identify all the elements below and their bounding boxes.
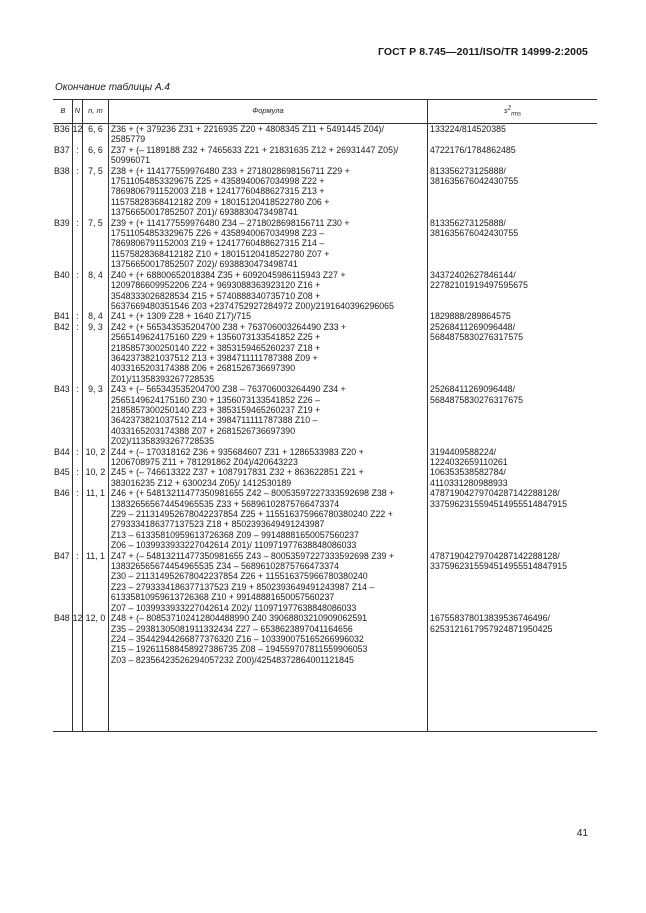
table-row: [53, 384, 597, 446]
cell-nm: 7, 5: [83, 166, 109, 218]
cell-n: :: [72, 551, 82, 613]
cell-nm: 8, 4: [83, 270, 109, 312]
cell-n: :: [72, 384, 82, 446]
cell-formula: Z45 + (– 746613322 Z37 + 1087917831 Z32 + 863622851 Z21 + 383016235 Z12 + 6300234 Z05)/ 1412530189: [108, 467, 427, 488]
cell-formula: Z43 + (– 565343535204700 Z38 – 763706003264490 Z34 + 2565149624175160 Z30 + 1356073133541852 Z26 – 2185857300250140 Z23 + 3853159465260237 Z19 + 3642373821037512 Z14 + 3984711111787388 Z10 – 4033165203174388 Z07 + 2681526736697390 Z02)/11358393267728535: [108, 384, 427, 446]
cell-formula: Z37 + (– 1189188 Z32 + 7465633 Z21 + 21831635 Z12 + 26931447 Z05)/ 50996071: [108, 145, 427, 166]
cell-nm: 9, 3: [83, 322, 109, 384]
cell-b: B43: [54, 384, 70, 395]
cell-formula: Z36 + (+ 379236 Z31 + 2216935 Z20 + 4808345 Z11 + 5491445 Z04)/ 2585779: [108, 124, 427, 145]
cell-n: 12: [72, 613, 82, 732]
table-caption: Окончание таблицы А.4: [55, 82, 170, 93]
cell-srms: 4787190427970428714228812​8/ 337596231559451495551484791​5: [428, 551, 597, 613]
cell-formula: Z41 + (+ 1309 Z28 + 1640 Z17)/715: [108, 311, 427, 321]
cell-b: B39: [54, 217, 70, 228]
cell-n: :: [72, 322, 82, 384]
page-number: 41: [576, 828, 588, 839]
cell-formula: Z39 + (+ 114177559976480 Z34 – 2718028698156711 Z30 + 17511054853329675 Z26 + 4358940067034998 Z23 – 7869806791152003 Z19 + 12417760488627315 Z14 – 11575828368412182 Z10 + 18015120418522780 Z07 + 13756650017852507 Z02)/ 6938830473498741: [108, 218, 427, 270]
cell-srms: 133224/814520385: [428, 124, 597, 145]
table-row: [53, 613, 597, 732]
cell-b: B36: [54, 124, 70, 134]
cell-formula: Z42 + (+ 565343535204700 Z38 + 763706003264490 Z33 + 2565149624175160 Z29 + 1356073133541852 Z25 + 2185857300250140 Z22 + 3853159465260237 Z18 + 3642373821037512 Z13 + 3984711111787388 Z09 + 4033165203174388 Z06 + 2681526736697390 Z01)/11358393267728535: [108, 322, 427, 384]
cell-srms: 4722176/1784862485: [428, 145, 597, 166]
column-header-formula: Формула: [108, 100, 427, 124]
cell-nm: 9, 3: [83, 384, 109, 446]
cell-n: :: [72, 145, 82, 166]
table-row: [53, 467, 597, 488]
cell-n: :: [72, 166, 82, 218]
cell-b: B42: [54, 321, 70, 332]
cell-srms: 343724026278461​44/ 22782101919497595675: [428, 270, 597, 312]
cell-srms: 4787190427970428714228812​8/ 337596231559451495551484791​5: [428, 488, 597, 550]
cell-formula: Z38 + (+ 114177559976480 Z33 + 2718028698156711 Z29 + 17511054853329675 Z25 + 4358940067034998 Z22 + 7869806791152003 Z18 + 12417760488627315 Z13 + 11575828368412182 Z09 + 18015120418522780 Z06 + 13756650017852507 Z01)/ 6938830473498741: [108, 166, 427, 218]
cell-b: B38: [54, 165, 70, 176]
cell-n: :: [72, 270, 82, 312]
cell-nm: 11, 1: [83, 551, 109, 613]
cell-srms: 3194409588224/ 1224032659110261: [428, 447, 597, 468]
table-row: [53, 166, 597, 218]
cell-nm: 8, 4: [83, 311, 109, 321]
cell-formula: Z47 + (– 54813211477350981655 Z43 – 80053597227333592698 Z39 + 138326565674454965535 Z34 – 56896102875766473374 Z30 – 211314952678042237854 Z26 + 115516375966780380240 Z23 – 2793334186377137523 Z19 + 8502393649491243987 Z14 – 61335810959613726368 Z10 + 99148881650057560237 Z07 – 103993393​32270426​14 Z02)/ 110971977638848086033: [108, 551, 427, 613]
cell-n: 12: [72, 124, 82, 145]
cell-srms: 16755837801383953674649​6/ 625312161795792487195042​5: [428, 613, 597, 732]
cell-nm: 11, 1: [83, 488, 109, 550]
table-row: [53, 145, 597, 166]
cell-b: B37: [54, 144, 70, 155]
table-row: [53, 311, 597, 321]
cell-nm: 10, 2: [83, 447, 109, 468]
cell-nm: 6, 6: [83, 124, 109, 145]
table-row: [53, 218, 597, 270]
table-row: [53, 322, 597, 384]
formula-table: [53, 99, 597, 732]
cell-b: B40: [54, 269, 70, 280]
cell-formula: Z44 + (– 170318162 Z36 + 935684607 Z31 + 1286533983 Z20 + 1206708975 Z11 + 781291862 Z04)/420643223: [108, 447, 427, 468]
cell-srms: 1829888/289864575: [428, 311, 597, 321]
column-header-srms: $s^2_{rms}$: [428, 100, 597, 124]
cell-b: B46: [54, 488, 70, 499]
cell-b: B44: [54, 446, 70, 457]
cell-srms: 813356273125888/ 381635676042430755: [428, 166, 597, 218]
cell-b: B47: [54, 550, 70, 561]
cell-srms: 813356273125888/ 381635676042430755: [428, 218, 597, 270]
cell-b: B41: [54, 311, 70, 322]
table-row: [53, 551, 597, 613]
cell-srms: 25268411269096448/ 5684875830276317675: [428, 384, 597, 446]
cell-nm: 7, 5: [83, 218, 109, 270]
cell-formula: Z46 + (+ 54813211477350981655 Z42 – 80053597227333592698 Z38 + 138326565674454965535 Z33 + 56896102875766473374 Z29 – 211314952678042237854 Z25 + 115516375966780380240 Z22 + 279333418637713​7523 Z18 + 8502393649491243987 Z13 – 61335810959613726368 Z09 – 99148881650057560237 Z06 – 103993393​32270426​14 Z01)/ 110971977638848086033: [108, 488, 427, 550]
table-row: [53, 447, 597, 468]
cell-n: :: [72, 467, 82, 488]
cell-srms: 25268411269096448/ 56848758302763175​75: [428, 322, 597, 384]
cell-b: B48: [53, 613, 72, 732]
cell-formula: Z48 + (– 80853710241280​4488990 Z40 3906880321090906​2591 Z35 – 29381305081911332434 Z27 – 65386238970411646​56 Z24 – 35442944266877376320 Z16 – 10339007516526699603​2 Z15 – 19261158845892738​6735 Z08 – 19455970781155990​6053 Z03 – 82356423526294057232 Z00)/42548372864001121845: [108, 613, 427, 732]
table-body: [53, 124, 597, 732]
cell-nm: 10, 2: [83, 467, 109, 488]
cell-n: :: [72, 311, 82, 321]
cell-nm: 6, 6: [83, 145, 109, 166]
cell-n: :: [72, 218, 82, 270]
cell-srms: 106353538582784/ 4110331280988933: [428, 467, 597, 488]
cell-formula: Z40 + (+ 68800652018384 Z35 + 6092045986115943 Z27 + 1209786609952206 Z24 + 9693088363923120 Z16 + 3548333026828534 Z15 + 5740888340735710 Z08 + 5637669480351546 Z03 +2374752927284972 Z00)/219164039629606​5: [108, 270, 427, 312]
column-header-nm: n, m: [83, 100, 109, 124]
column-header-n: N: [72, 100, 82, 124]
document-header: ГОСТ Р 8.745—2011/ISO/TR 14999-2:2005: [377, 46, 588, 58]
cell-b: B45: [54, 467, 70, 478]
table-row: [53, 270, 597, 312]
cell-n: :: [72, 447, 82, 468]
table-row: [53, 124, 597, 145]
column-header-b: В: [53, 100, 72, 124]
table-header-row: [53, 100, 597, 124]
cell-n: :: [72, 488, 82, 550]
table-row: [53, 488, 597, 550]
cell-nm: 12, 0: [83, 613, 109, 732]
